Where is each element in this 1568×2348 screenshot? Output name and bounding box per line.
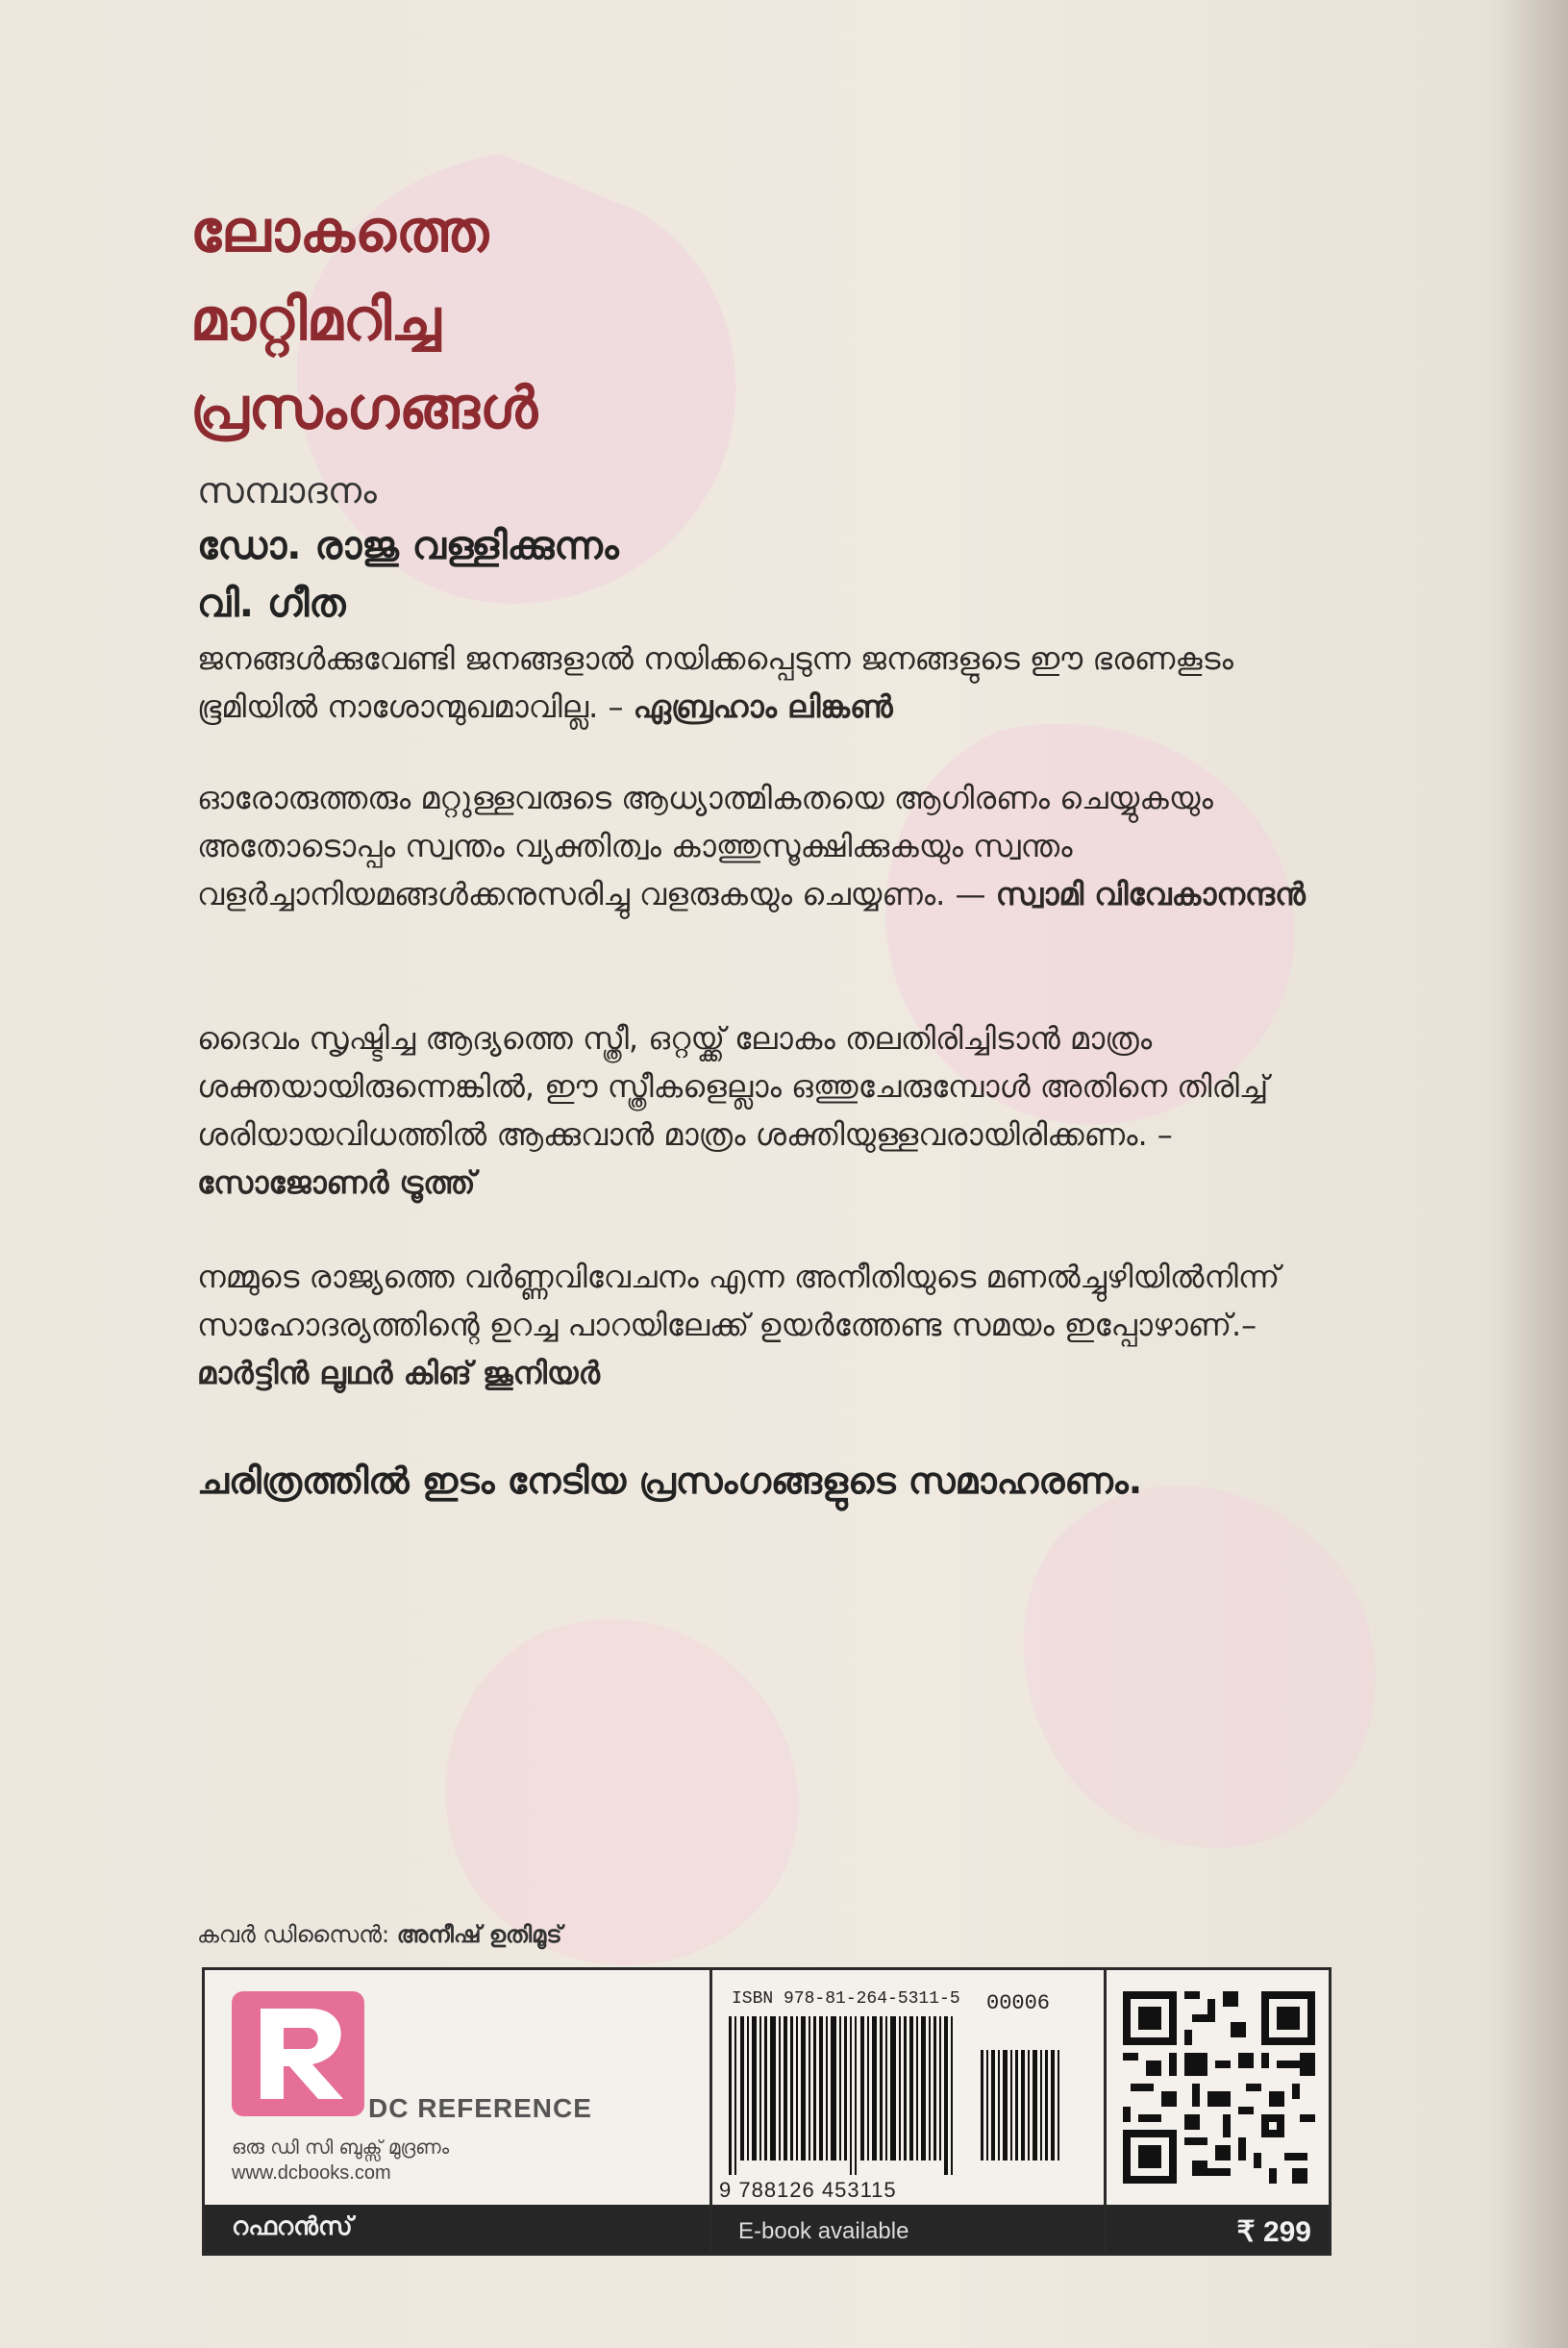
price-code: 00006 xyxy=(986,1991,1051,2015)
quote-text: ജനങ്ങൾക്കുവേണ്ടി ജനങ്ങളാൽ നയിക്കപ്പെടുന്ന ജനങ്ങളുടെ ഈ ഭരണകൂടം ഭൂമിയിൽ നാശോന്മുഖമാവില്ല. – xyxy=(197,640,1233,725)
quote-text: ദൈവം സൃഷ്ടിച്ച ആദ്യത്തെ സ്ത്രീ, ഒറ്റയ്ക്ക് ലോകം തലതിരിച്ചിടാൻ മാത്രം ശക്തയായിരുന്നെങ്കിൽ, ഈ സ്ത്രീകളെല്ലാം ഒത്തുചേരുമ്പോൾ അതിനെ തിരിച്ച് ശരിയായവിധത്തിൽ ആക്കുവാൻ മാത്രം ശക്തിയുള്ളവരായിരിക്കണം. – xyxy=(197,1020,1269,1153)
tagline: ചരിത്രത്തിൽ ഇടം നേടിയ പ്രസംഗങ്ങളുടെ സമാഹരണം. xyxy=(197,1460,1143,1502)
quote-lincoln xyxy=(197,635,1332,731)
logo-r-icon xyxy=(232,1991,364,2116)
panel-divider xyxy=(1104,1970,1107,2253)
imprint-text: ഒരു ഡി സി ബുക്സ് മുദ്രണം xyxy=(232,2136,450,2159)
isbn-barcode xyxy=(729,2016,1075,2175)
cover-design-credit xyxy=(197,1921,562,1948)
quote-sojourner-truth xyxy=(197,1014,1332,1207)
price-label: ₹ 299 xyxy=(1236,2216,1311,2248)
quote-text: നമ്മുടെ രാജ്യത്തെ വർണ്ണവിവേചനം എന്ന അനീതിയുടെ മണൽച്ചുഴിയിൽനിന്ന് സാഹോദര്യത്തിന്റെ ഉറച്ച പാറയിലേക്ക് ഉയർത്തേണ്ട സമയം ഇപ്പോഴാണ്.– xyxy=(197,1259,1281,1343)
brand-name: DC REFERENCE xyxy=(368,2093,592,2123)
credit-label: കവർ ഡിസൈൻ: xyxy=(197,1921,390,1948)
quote-text: ഓരോരുത്തരും മറ്റുള്ളവരുടെ ആധ്യാത്മികതയെ ആഗിരണം ചെയ്യുകയും അതോടൊപ്പം സ്വന്തം വ്യക്തിത്വം കാത്തുസൂക്ഷിക്കുകയും സ്വന്തം വളർച്ചാനിയമങ്ങൾക്കനുസരിച്ചു വളരുകയും ചെയ്യണം. — xyxy=(197,780,1213,912)
quote-author: സ്വാമി വിവേകാനന്ദൻ xyxy=(995,876,1306,912)
book-title xyxy=(190,187,537,453)
website-link[interactable]: www.dcbooks.com xyxy=(232,2162,391,2184)
title-line-1: ലോകത്തെ xyxy=(190,198,489,265)
title-line-2: മാറ്റിമറിച്ച xyxy=(190,287,441,354)
quote-author: ഏബ്രഹാം ലിങ്കൺ xyxy=(633,688,893,725)
editor-label: സമ്പാദനം xyxy=(197,469,377,512)
quote-author: മാർട്ടിൻ ലൂഥർ കിങ് ജൂനിയർ xyxy=(197,1355,601,1391)
isbn-text: ISBN 978-81-264-5311-5 xyxy=(732,1989,960,2009)
quote-mlk xyxy=(197,1253,1332,1397)
title-line-3: പ്രസംഗങ്ങൾ xyxy=(190,375,538,442)
quote-vivekananda xyxy=(197,774,1332,918)
editor-name-2: വി. ഗീത xyxy=(197,582,346,626)
barcode-digits: 9 788126 453115 xyxy=(719,2178,897,2202)
panel-divider xyxy=(709,1970,712,2253)
quote-author: സോജോണർ ട്രൂത്ത് xyxy=(197,1164,476,1201)
credit-name: അനീഷ് ഉതിമൂട് xyxy=(396,1921,562,1948)
publisher-panel xyxy=(202,1967,1332,2256)
spine-shadow xyxy=(1501,0,1568,2348)
series-label: റഫറൻസ് xyxy=(232,2212,353,2241)
ebook-available: E-book available xyxy=(738,2218,909,2244)
dc-reference-logo xyxy=(232,1991,364,2116)
editor-name-1: ഡോ. രാജു വള്ളിക്കുന്നം xyxy=(197,524,619,568)
qr-code[interactable] xyxy=(1123,1991,1315,2184)
